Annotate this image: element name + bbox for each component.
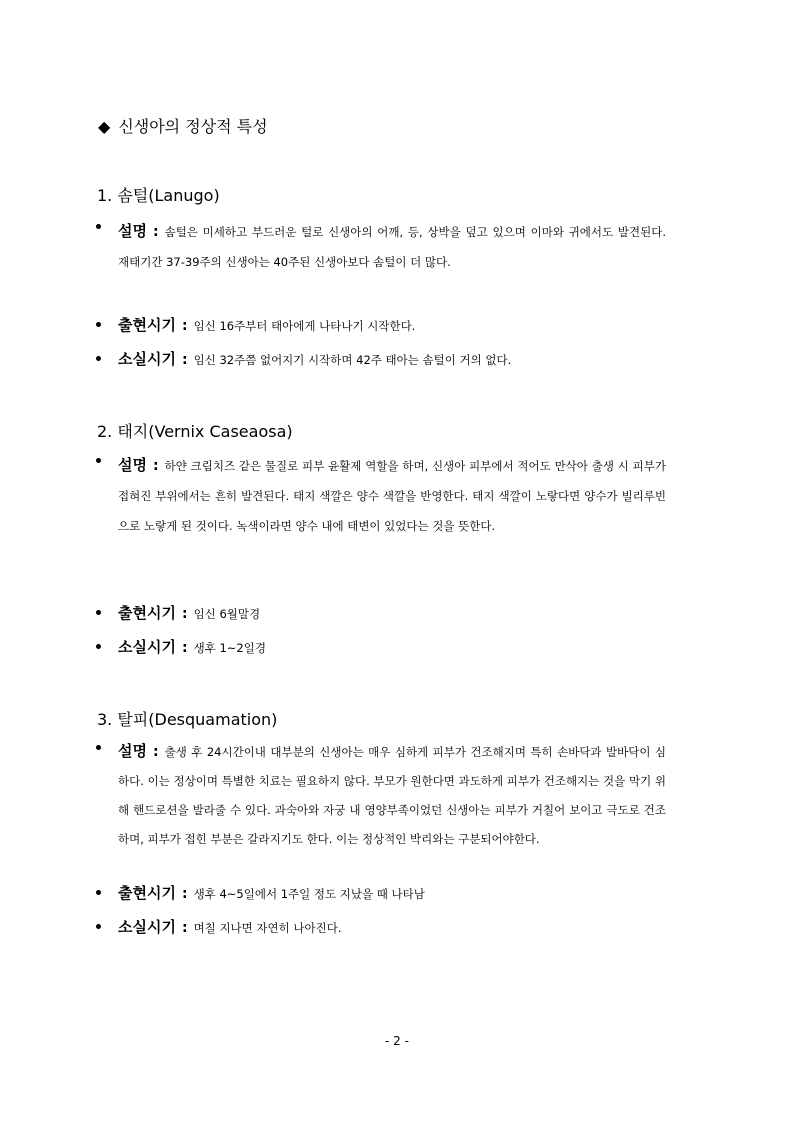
list-item-desquamation-description (96, 737, 666, 854)
item-colon: : (181, 318, 188, 334)
item-text: 며칠 지나면 자연히 나아진다. (193, 921, 342, 935)
section-heading-vernix: 2. 태지(Vernix Caseaosa) (97, 422, 293, 441)
bullet-dot-icon (96, 610, 101, 615)
bullet-dot-icon (96, 458, 101, 463)
list-item-vernix-onset (96, 602, 666, 625)
item-text: 솜털은 미세하고 부드러운 털로 신생아의 어깨, 등, 상박을 덮고 있으며 이마와 귀에서도 발견된다. 재태기간 37-39주의 신생아는 40주된 신생아보다 솜털이 더 많다. (118, 225, 666, 269)
bullet-dot-icon (96, 322, 101, 327)
list-item-desquamation-disappearance (96, 916, 666, 939)
item-colon: : (181, 640, 188, 656)
list-item-vernix-disappearance (96, 636, 666, 659)
item-colon: : (152, 744, 159, 760)
item-text: 임신 16주부터 태아에게 나타나기 시작한다. (193, 319, 416, 333)
document-title (98, 114, 268, 137)
page-number: - 2 - (385, 1034, 409, 1048)
list-item-lanugo-disappearance (96, 348, 666, 371)
bullet-dot-icon (96, 890, 101, 895)
item-colon: : (152, 224, 159, 240)
list-item-desquamation-onset (96, 882, 666, 905)
item-label: 설명 (118, 742, 147, 760)
item-label: 설명 (118, 222, 147, 240)
item-text: 출생 후 24시간이내 대부분의 신생아는 매우 심하게 피부가 건조해지며 특히 손바닥과 발바닥이 심하다. 이는 정상이며 특별한 치료는 필요하지 않다. 부모가 원한다면 과도하게 피부가 건조해지는 것을 막기 위해 핸드로션을 발라줄 수 있다. 과숙아와 자궁 내 영양부족이었던 신생아는 피부가 거칠어 보이고 극도로 건조하며, 피부가 접힌 부분은 갈라지기도 한다. 이는 정상적인 박리와는 구분되어야한다. (118, 745, 666, 846)
item-label: 소실시기 (118, 350, 176, 368)
item-label: 소실시기 (118, 918, 176, 936)
bullet-dot-icon (96, 924, 101, 929)
item-text: 하얀 크림치즈 같은 물질로 피부 윤활제 역할을 하며, 신생아 피부에서 적어도 만삭아 출생 시 피부가 접혀진 부위에서는 흔히 발견된다. 태지 색깔은 양수 색깔을 반영한다. 태지 색깔이 노랗다면 양수가 빌리루빈으로 노랗게 된 것이다. 녹색이라면 양수 내에 태변이 있었다는 것을 뜻한다. (118, 459, 666, 533)
item-text: 임신 32주쯤 없어지기 시작하며 42주 태아는 솜털이 거의 없다. (193, 353, 512, 367)
bullet-dot-icon (96, 356, 101, 361)
diamond-bullet-icon: ◆ (98, 117, 111, 136)
item-colon: : (181, 886, 188, 902)
list-item-lanugo-onset (96, 314, 666, 337)
document-title-text: 신생아의 정상적 특성 (118, 117, 268, 136)
section-heading-lanugo: 1. 솜털(Lanugo) (97, 186, 220, 205)
item-colon: : (152, 458, 159, 474)
item-label: 출현시기 (118, 604, 176, 622)
item-label: 출현시기 (118, 316, 176, 334)
list-item-vernix-description (96, 450, 666, 541)
bullet-dot-icon (96, 644, 101, 649)
list-item-lanugo-description (96, 216, 666, 277)
section-heading-desquamation: 3. 탈피(Desquamation) (97, 710, 278, 729)
item-label: 출현시기 (118, 884, 176, 902)
item-colon: : (181, 606, 188, 622)
item-text: 생후 4~5일에서 1주일 정도 지났을 때 나타남 (193, 887, 425, 901)
item-text: 임신 6월말경 (193, 607, 261, 621)
bullet-dot-icon (96, 745, 101, 750)
item-colon: : (181, 352, 188, 368)
item-label: 소실시기 (118, 638, 176, 656)
item-text: 생후 1~2일경 (193, 641, 266, 655)
item-colon: : (181, 920, 188, 936)
item-label: 설명 (118, 456, 147, 474)
bullet-dot-icon (96, 224, 101, 229)
